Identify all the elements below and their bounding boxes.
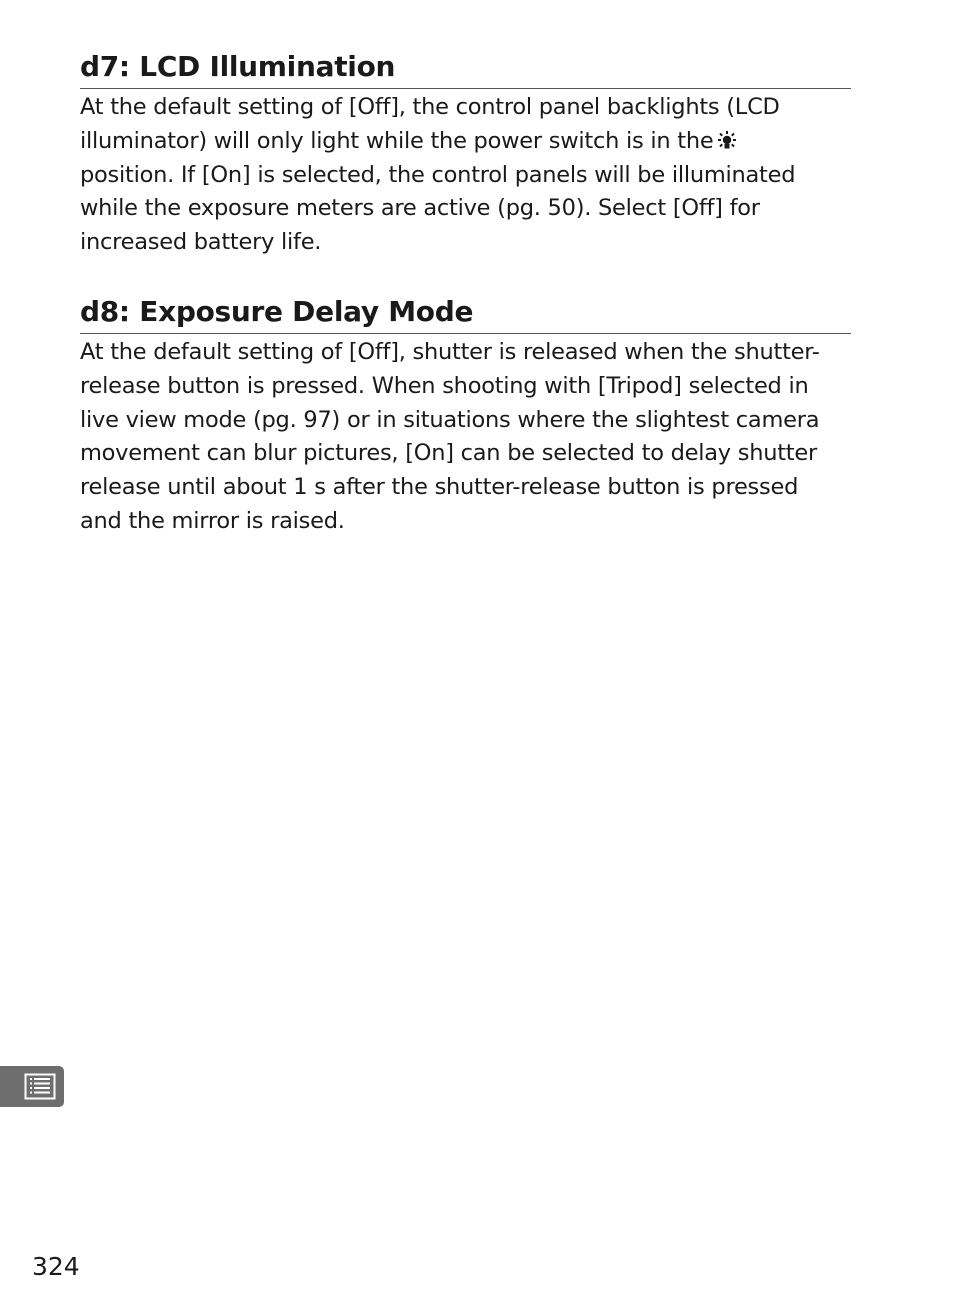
heading-d7: d7: LCD Illumination	[80, 48, 851, 89]
body-line: release until about 1 s after the shutter-release button is pressed	[80, 474, 799, 501]
body-line: position. If [On] is selected, the control panels will be illuminated	[80, 161, 796, 188]
heading-d8: d8: Exposure Delay Mode	[80, 293, 851, 334]
body-line: and the mirror is raised.	[80, 507, 345, 534]
section-d8-exposure-delay-mode	[80, 293, 851, 539]
menu-list-icon	[24, 1073, 56, 1100]
body-line-text: illuminator) will only light while the power switch is in the	[80, 127, 714, 154]
body-d7	[80, 89, 851, 260]
body-line: release button is pressed. When shooting with [Tripod] selected in	[80, 372, 809, 399]
body-line: At the default setting of [Off], shutter is released when the shutter-	[80, 339, 820, 365]
body-d8	[80, 334, 851, 539]
body-line: while the exposure meters are active (pg. 50). Select [Off] for	[80, 195, 760, 222]
lamp-icon	[717, 130, 737, 150]
body-line-with-icon	[80, 125, 851, 159]
page-number: 324	[32, 1252, 80, 1281]
body-line: movement can blur pictures, [On] can be selected to delay shutter	[80, 440, 817, 467]
body-line: live view mode (pg. 97) or in situations where the slightest camera	[80, 406, 820, 433]
body-line: At the default setting of [Off], the control panel backlights (LCD	[80, 94, 780, 120]
body-line: increased battery life.	[80, 229, 322, 256]
section-side-tab	[0, 1066, 64, 1107]
section-d7-lcd-illumination	[80, 48, 851, 260]
